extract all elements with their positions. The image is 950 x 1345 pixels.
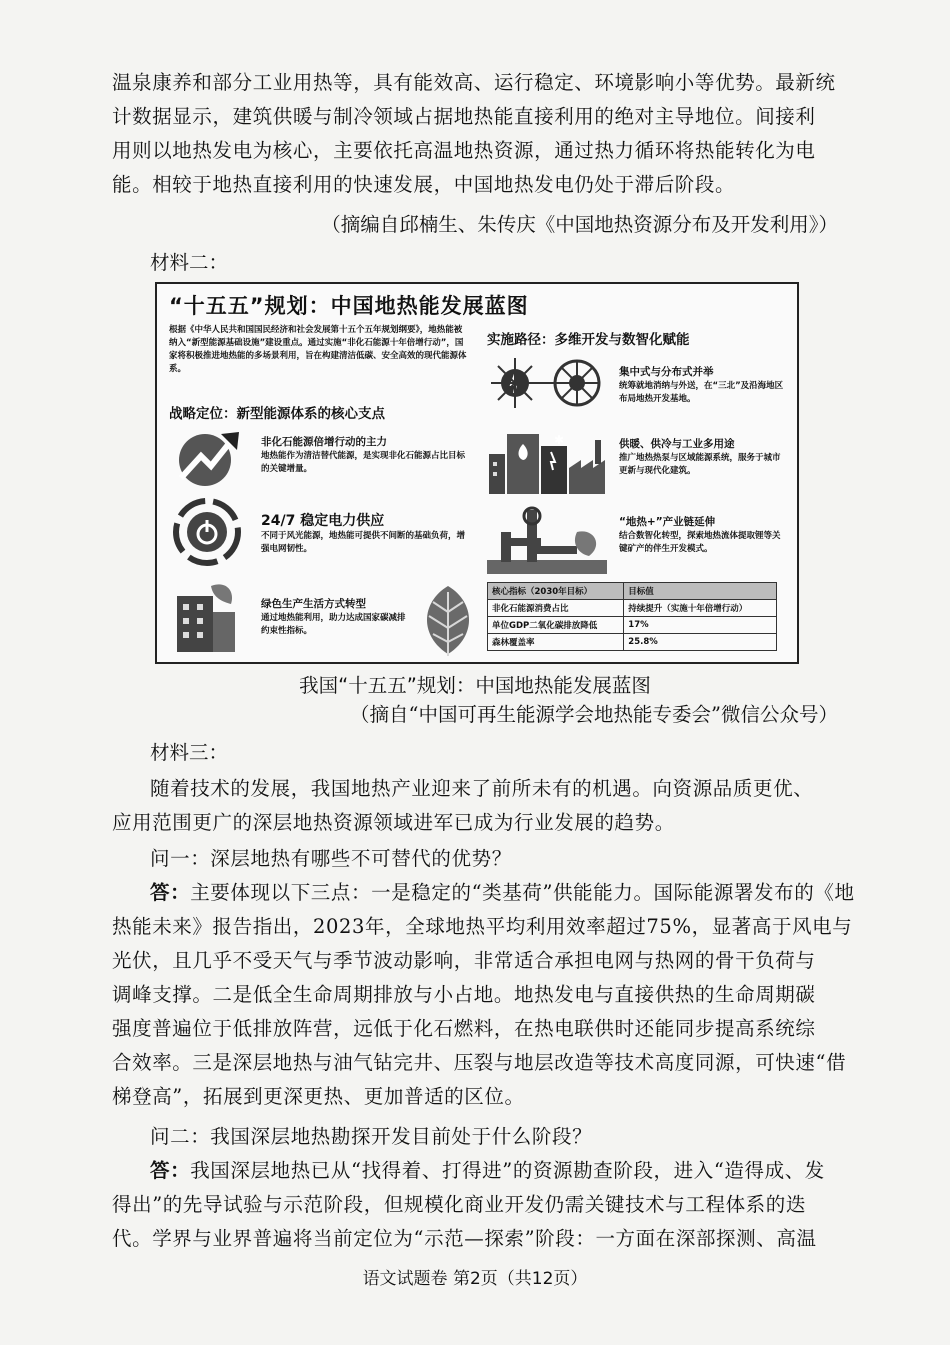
- text-line: 用则以地热发电为核心，主要依托高温地热资源，通过热力循环将热能转化为电: [112, 139, 816, 162]
- page-footer: 语文试题卷 第2页（共12页）: [362, 1269, 588, 1289]
- text-line: [112, 1154, 838, 1188]
- text-line: 应用范围更广的深层地热资源领域进军已成为行业发展的趋势。: [112, 811, 675, 834]
- infographic-title: “十五五”规划：中国地热能发展蓝图: [169, 294, 529, 318]
- right-section-heading: 实施路径：多维开发与数智化赋能: [487, 332, 690, 348]
- table-row: [488, 617, 777, 634]
- left-item-text: 通过地热能利用，助力达成国家碳减排约束性指标。: [261, 613, 406, 636]
- left-item-title: 非化石能源倍增行动的主力: [261, 436, 387, 448]
- pipeline-valve-icon: [487, 502, 607, 574]
- left-item-text: 不同于风光能源，地热能可提供不间断的基础负荷，增强电网韧性。: [261, 531, 466, 554]
- table-cell: 持续提升（实施十年倍增行动）: [624, 600, 777, 617]
- text-line: 热能未来》报告指出，2023年，全球地热平均利用效率超过75%，显著高于风电与: [112, 915, 853, 938]
- left-item-title: 绿色生产生活方式转型: [261, 598, 366, 610]
- question-1: 问一：深层地热有哪些不可替代的优势？: [150, 847, 512, 870]
- left-item-title: 24/7 稳定电力供应: [261, 513, 385, 529]
- leaf-icon: [413, 582, 483, 658]
- answer-text: 我国深层地热已从“找得着、打得进”的资源勘查阶段，进入“造得成、发: [190, 1159, 825, 1182]
- targets-table: [487, 582, 777, 651]
- table-row: [488, 600, 777, 617]
- table-cell: 单位GDP二氧化碳排放降低: [488, 617, 624, 634]
- power-cycle-icon: [171, 496, 243, 568]
- text-line: 代。学界与业界普遍将当前定位为“示范—探索”阶段：一方面在深部探测、高温: [112, 1227, 817, 1250]
- network-hub-icon: [487, 354, 607, 412]
- infographic-intro: 根据《中华人民共和国国民经济和社会发展第十五个五年规划纲要》，地热能被纳入“新型能源基础设施”建设重点。通过实施“非化石能源十年倍增行动”，国家将积极推进地热能的多场景利用，旨在构建清洁低碳、安全高效的现代能源体系。: [169, 325, 467, 374]
- material2-source: （摘自“中国可再生能源学会地热能专委会”微信公众号）: [350, 703, 838, 726]
- right-item-text: 结合数智化转型，探索地热流体提取锂等关键矿产的伴生开发模式。: [619, 531, 781, 554]
- left-item-text: 地热能作为清洁替代能源，是实现非化石能源占比目标的关键增量。: [261, 451, 466, 474]
- material1-paragraph: [112, 66, 838, 202]
- right-item-text: 统筹就地消纳与外送，在“三北”及沿海地区布局地热开发基地。: [619, 381, 784, 404]
- material2-label: 材料二：: [150, 251, 229, 274]
- answer-2: [112, 1154, 838, 1256]
- answer-text: 主要体现以下三点：一是稳定的“类基荷”供能能力。国际能源署发布的《地: [190, 881, 855, 904]
- text-line: 光伏，且几乎不受天气与季节波动影响，非常适合承担电网与热网的骨干负荷与: [112, 949, 816, 972]
- svg-text:✱: ✱: [554, 433, 565, 447]
- building-icon: [171, 576, 241, 652]
- table-cell: 17%: [624, 617, 777, 634]
- text-line: 能。相较于地热直接利用的快速发展，中国地热发电仍处于滞后阶段。: [112, 173, 736, 196]
- table-cell: 非化石能源消费占比: [488, 600, 624, 617]
- right-item-title: 集中式与分布式并举: [619, 366, 714, 378]
- table-cell: 25.8%: [624, 634, 777, 651]
- text-line: 合效率。三是深层地热与油气钻完井、压裂与地层改造等技术高度同源，可快速“借: [112, 1051, 847, 1074]
- right-item-title: “地热+”产业链延伸: [619, 516, 716, 528]
- text-line: 计数据显示，建筑供暖与制冷领域占据地热能直接利用的绝对主导地位。间接利: [112, 105, 816, 128]
- text-line: 强度普遍位于低排放阵营，远低于化石燃料，在热电联供时还能同步提高系统综: [112, 1017, 816, 1040]
- table-cell: 森林覆盖率: [488, 634, 624, 651]
- city-industry-icon: [487, 424, 607, 494]
- material3-intro: [112, 772, 838, 840]
- left-section-heading: 战略定位：新型能源体系的核心支点: [169, 406, 385, 422]
- answer-label: 答：: [150, 1159, 191, 1182]
- right-item-text: 推广地热热泵与区域能源系统，服务于城市更新与现代化建筑。: [619, 453, 781, 476]
- text-line: 随着技术的发展，我国地热产业迎来了前所未有的机遇。向资源品质更优、: [150, 777, 814, 800]
- infographic-caption: 我国“十五五”规划：中国地热能发展蓝图: [299, 674, 651, 697]
- text-line: 调峰支撑。二是低全生命周期排放与小占地。地热发电与直接供热的生命周期碳: [112, 983, 816, 1006]
- table-header: 目标值: [624, 583, 777, 600]
- question-2: 问二：我国深层地热勘探开发目前处于什么阶段？: [150, 1125, 593, 1148]
- growth-arrow-icon: [171, 426, 243, 488]
- geothermal-infographic: [155, 282, 799, 664]
- table-header: 核心指标（2030年目标）: [488, 583, 624, 600]
- table-row: [488, 634, 777, 651]
- material1-source: （摘编自邱楠生、朱传庆《中国地热资源分布及开发利用》）: [321, 213, 838, 236]
- right-item-title: 供暖、供冷与工业多用途: [619, 438, 735, 450]
- table-header-row: [488, 583, 777, 600]
- material3-label: 材料三：: [150, 741, 229, 764]
- text-line: 温泉康养和部分工业用热等，具有能效高、运行稳定、环境影响小等优势。最新统: [112, 71, 836, 94]
- answer-1: [112, 876, 855, 1114]
- text-line: 梯登高”，拓展到更深更热、更加普适的区位。: [112, 1085, 525, 1108]
- answer-label: 答：: [150, 881, 191, 904]
- text-line: 得出”的先导试验与示范阶段，但规模化商业开发仍需关键技术与工程体系的迭: [112, 1193, 806, 1216]
- text-line: [112, 876, 855, 910]
